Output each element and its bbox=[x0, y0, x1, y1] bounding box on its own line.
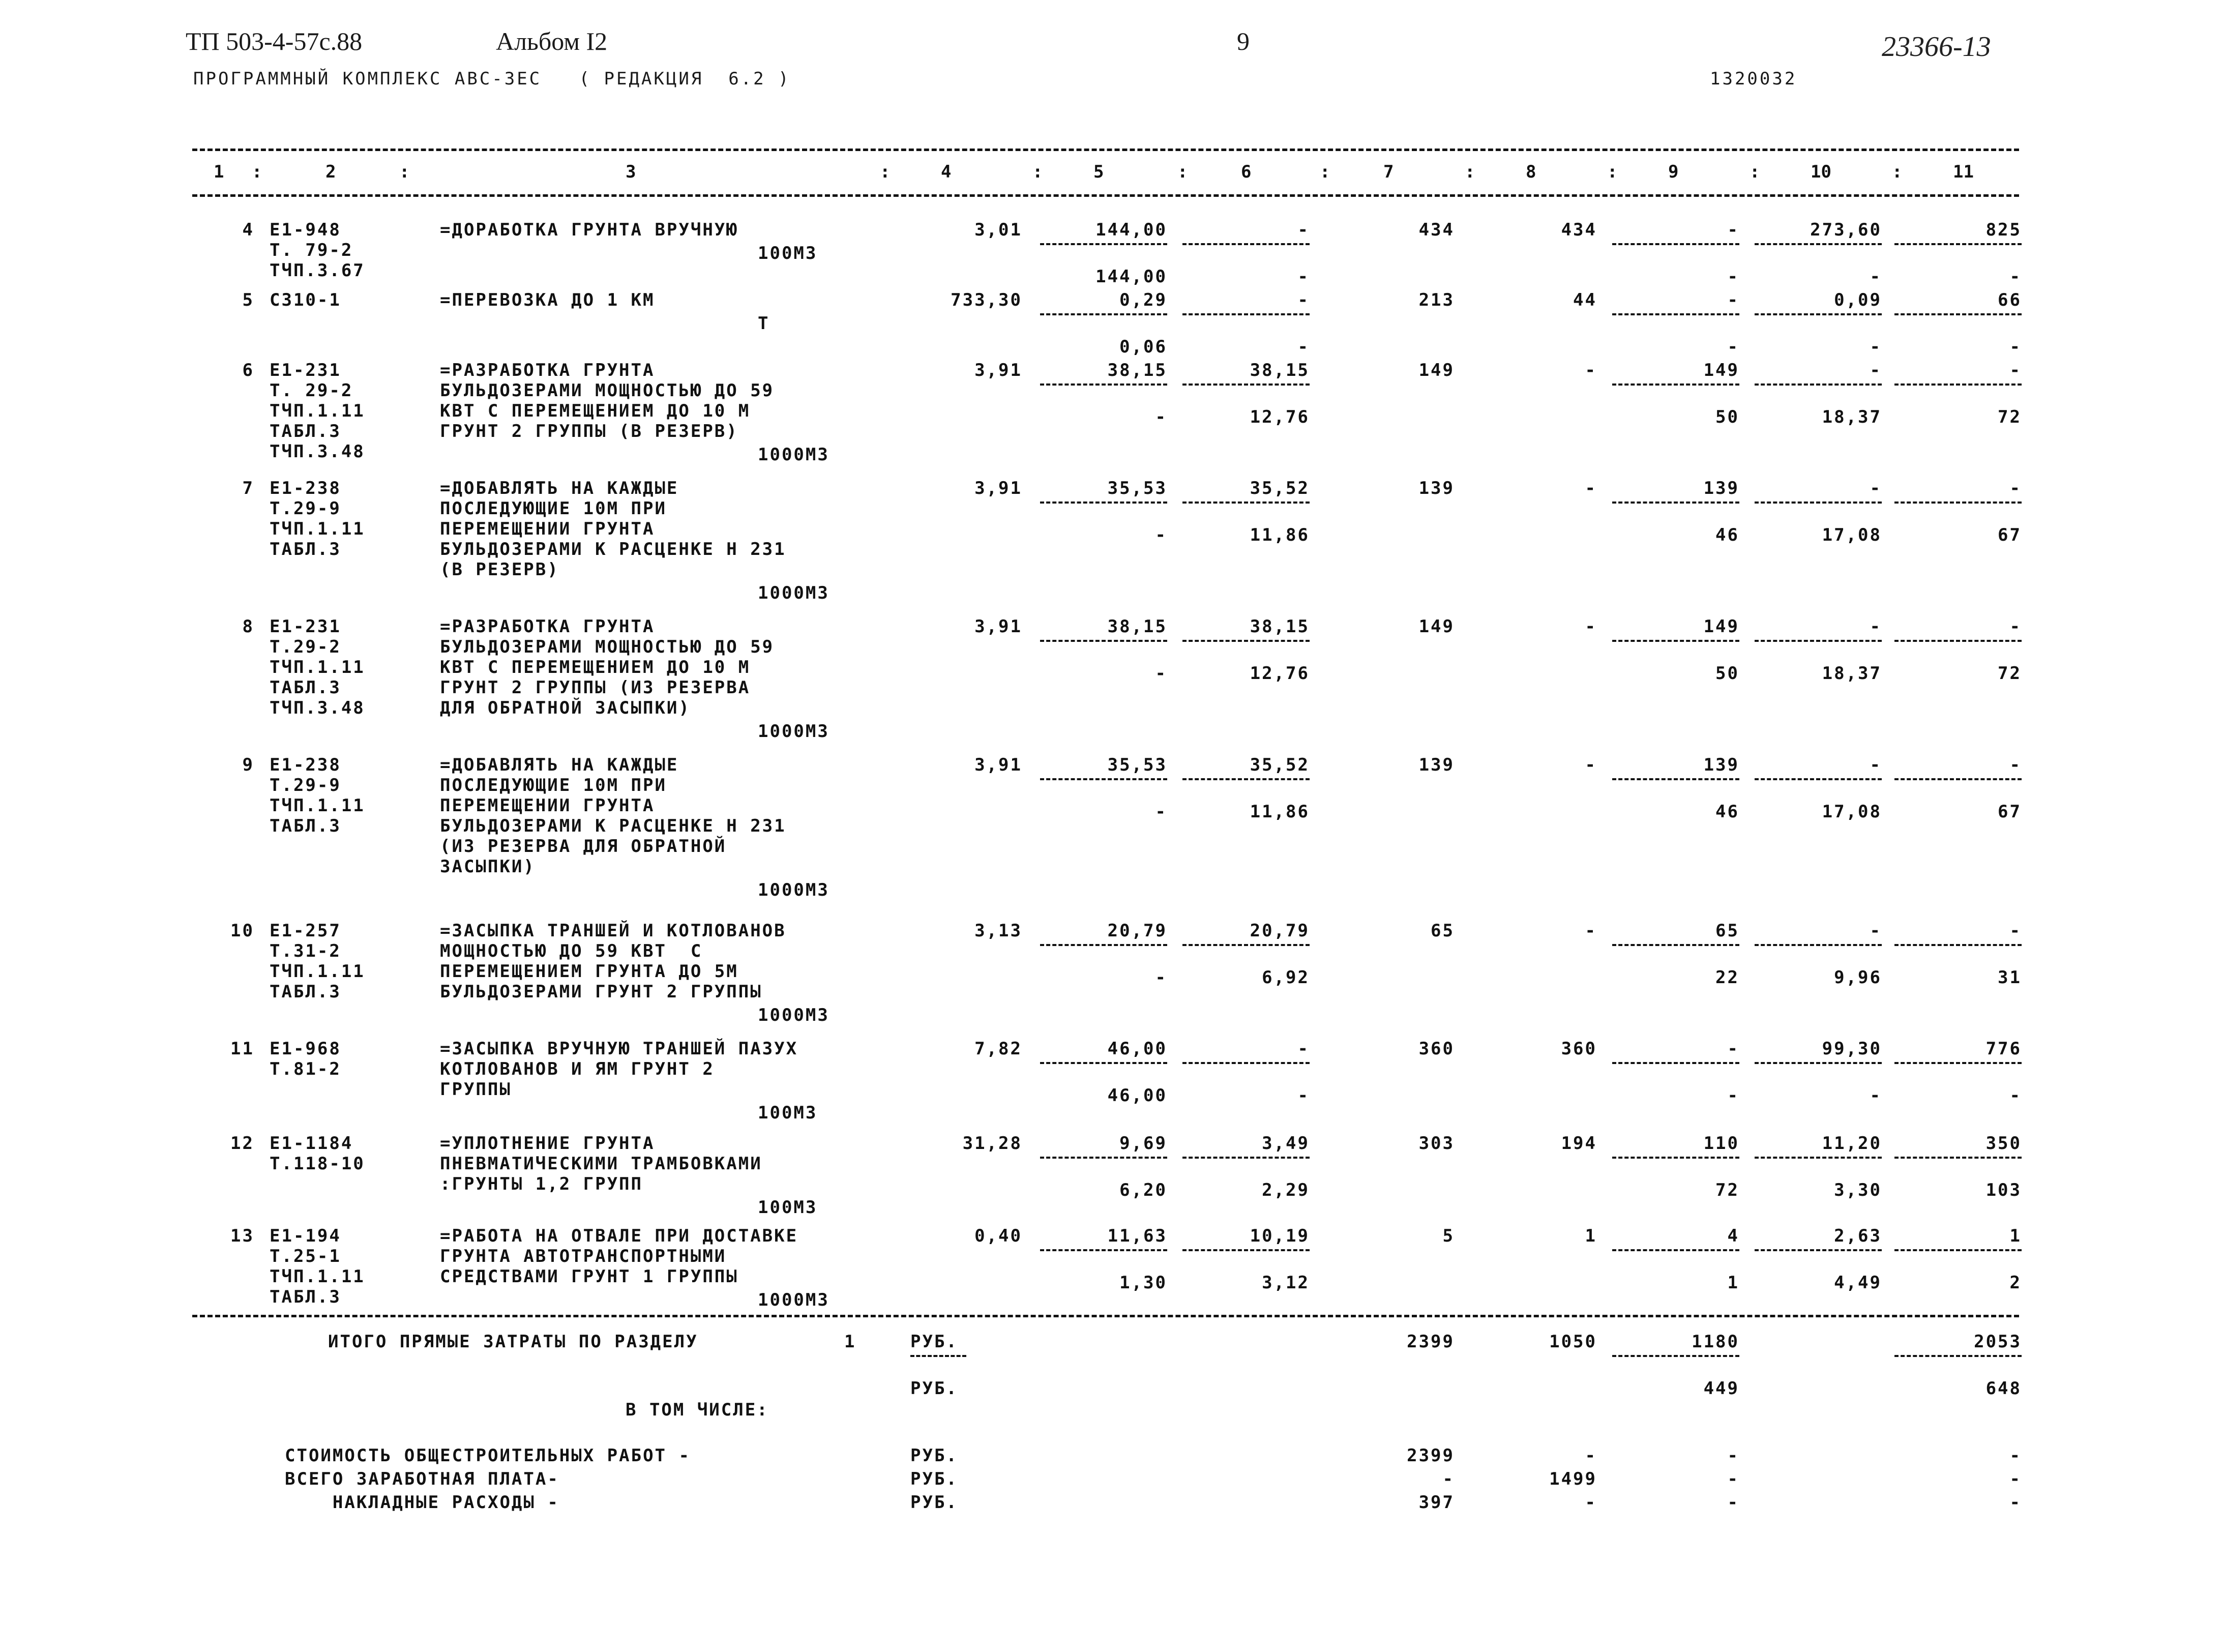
row-c10-bottom: 17,08 bbox=[1822, 525, 1882, 545]
column-header-11: 11 bbox=[1953, 162, 1974, 182]
row-c10-top: - bbox=[1870, 755, 1882, 775]
album-label: Альбом I2 bbox=[496, 27, 608, 55]
row-c10-divider bbox=[1755, 778, 1882, 780]
row-c5-divider bbox=[1040, 383, 1167, 386]
summary-c8: 1499 bbox=[1549, 1469, 1597, 1489]
row-c11-top: 66 bbox=[1998, 290, 2022, 310]
column-header-7: 7 bbox=[1383, 162, 1394, 182]
row-quantity: 3,13 bbox=[974, 921, 1022, 941]
row-c7: 139 bbox=[1418, 478, 1455, 498]
row-c6-bottom: 12,76 bbox=[1250, 407, 1310, 427]
totals-c11-top: 2053 bbox=[1974, 1332, 2022, 1352]
row-code: Е1-231 Т.29-2 ТЧП.1.11 ТАБЛ.3 ТЧП.3.48 bbox=[270, 616, 365, 718]
row-c6-top: 3,49 bbox=[1262, 1133, 1310, 1154]
row-c9-top: 149 bbox=[1703, 616, 1739, 637]
row-c9-top: 65 bbox=[1715, 921, 1739, 941]
column-header-9: 9 bbox=[1668, 162, 1679, 182]
row-number: 11 bbox=[230, 1039, 254, 1059]
row-c9-bottom: - bbox=[1727, 337, 1739, 357]
handwritten-code: 23366-13 bbox=[1882, 31, 1991, 63]
row-c8: 1 bbox=[1585, 1226, 1597, 1246]
row-unit: 1000М3 bbox=[758, 721, 829, 742]
row-description: =РАБОТА НА ОТВАЛЕ ПРИ ДОСТАВКЕ ГРУНТА АВТОТРАНСПОРТНЫМИ СРЕДСТВАМИ ГРУНТ 1 ГРУППЫ bbox=[440, 1226, 798, 1287]
row-c5-top: 38,15 bbox=[1107, 360, 1167, 380]
row-c9-bottom: 46 bbox=[1715, 802, 1739, 822]
row-c5-divider bbox=[1040, 1249, 1167, 1251]
row-c7: 139 bbox=[1418, 755, 1455, 775]
row-c5-top: 11,63 bbox=[1107, 1226, 1167, 1246]
row-c5-bottom: 0,06 bbox=[1119, 337, 1167, 357]
row-c5-bottom: - bbox=[1155, 663, 1167, 684]
totals-c7: 2399 bbox=[1407, 1332, 1455, 1352]
row-c7: 213 bbox=[1418, 290, 1455, 310]
row-c6-divider bbox=[1182, 313, 1310, 315]
page-number: 9 bbox=[1237, 27, 1250, 55]
row-c11-bottom: 2 bbox=[2009, 1273, 2022, 1293]
row-c10-top: - bbox=[1870, 921, 1882, 941]
summary-c11: - bbox=[2009, 1469, 2022, 1489]
row-c6-bottom: - bbox=[1297, 1085, 1310, 1106]
row-code: Е1-257 Т.31-2 ТЧП.1.11 ТАБЛ.3 bbox=[270, 921, 365, 1002]
row-c8: 44 bbox=[1573, 290, 1597, 310]
row-c10-bottom: 9,96 bbox=[1834, 967, 1882, 988]
row-c10-top: - bbox=[1870, 616, 1882, 637]
row-c6-bottom: - bbox=[1297, 267, 1310, 287]
row-c10-bottom: - bbox=[1870, 337, 1882, 357]
row-description: =РАЗРАБОТКА ГРУНТА БУЛЬДОЗЕРАМИ МОЩНОСТЬЮ ДО 59 КВТ С ПЕРЕМЕЩЕНИЕМ ДО 10 М ГРУНТ 2 ГРУППЫ (ИЗ РЕЗЕРВА ДЛЯ ОБРАТНОЙ ЗАСЫПКИ) bbox=[440, 616, 775, 718]
row-c9-divider bbox=[1612, 243, 1739, 245]
row-description: =ДОБАВЛЯТЬ НА КАЖДЫЕ ПОСЛЕДУЮЩИЕ 10М ПРИ ПЕРЕМЕЩЕНИИ ГРУНТА БУЛЬДОЗЕРАМИ К РАСЦЕНКЕ Н 231 (ИЗ РЕЗЕРВА ДЛЯ ОБРАТНОЙ ЗАСЫПКИ) bbox=[440, 755, 786, 877]
row-c11-top: - bbox=[2009, 360, 2022, 380]
row-c9-bottom: 72 bbox=[1715, 1180, 1739, 1200]
row-c5-bottom: - bbox=[1155, 407, 1167, 427]
column-header-8: 8 bbox=[1526, 162, 1536, 182]
totals-label: ИТОГО ПРЯМЫЕ ЗАТРАТЫ ПО РАЗДЕЛУ bbox=[328, 1332, 698, 1352]
row-c5-divider bbox=[1040, 243, 1167, 245]
row-c6-bottom: 11,86 bbox=[1250, 525, 1310, 545]
summary-c9: - bbox=[1727, 1492, 1739, 1513]
row-c7: 149 bbox=[1418, 360, 1455, 380]
row-c11-top: - bbox=[2009, 478, 2022, 498]
row-c6-bottom: 12,76 bbox=[1250, 663, 1310, 684]
row-c11-bottom: 31 bbox=[1998, 967, 2022, 988]
row-c5-divider bbox=[1040, 640, 1167, 642]
column-separator: : bbox=[1750, 162, 1760, 182]
row-c6-divider bbox=[1182, 1157, 1310, 1159]
row-c5-bottom: - bbox=[1155, 525, 1167, 545]
column-header-6: 6 bbox=[1241, 162, 1252, 182]
row-c9-top: 139 bbox=[1703, 478, 1739, 498]
row-c8: 360 bbox=[1561, 1039, 1597, 1059]
summary-c7: 397 bbox=[1418, 1492, 1455, 1513]
summary-c7: - bbox=[1442, 1469, 1455, 1489]
row-description: =ДОБАВЛЯТЬ НА КАЖДЫЕ ПОСЛЕДУЮЩИЕ 10М ПРИ ПЕРЕМЕЩЕНИИ ГРУНТА БУЛЬДОЗЕРАМИ К РАСЦЕНКЕ Н 231 (В РЕЗЕРВ) bbox=[440, 478, 786, 580]
row-c5-divider bbox=[1040, 778, 1167, 780]
row-number: 9 bbox=[242, 755, 254, 775]
row-c10-bottom: 18,37 bbox=[1822, 407, 1882, 427]
row-c6-divider bbox=[1182, 640, 1310, 642]
row-c6-bottom: - bbox=[1297, 337, 1310, 357]
including-label: В ТОМ ЧИСЛЕ: bbox=[626, 1400, 769, 1420]
row-c6-top: 20,79 bbox=[1250, 921, 1310, 941]
row-c9-bottom: 50 bbox=[1715, 663, 1739, 684]
row-description: =ЗАСЫПКА ВРУЧНУЮ ТРАНШЕЙ ПАЗУХ КОТЛОВАНОВ И ЯМ ГРУНТ 2 ГРУППЫ bbox=[440, 1039, 798, 1100]
row-c5-bottom: 144,00 bbox=[1095, 267, 1167, 287]
row-c5-bottom: - bbox=[1155, 967, 1167, 988]
row-c10-divider bbox=[1755, 1062, 1882, 1064]
row-unit: 100М3 bbox=[758, 243, 818, 263]
summary-c11: - bbox=[2009, 1492, 2022, 1513]
totals-c11-bottom: 648 bbox=[1985, 1378, 2022, 1399]
row-code: Е1-1184 Т.118-10 bbox=[270, 1133, 365, 1174]
row-c5-divider bbox=[1040, 313, 1167, 315]
row-c5-bottom: 6,20 bbox=[1119, 1180, 1167, 1200]
row-c10-bottom: 17,08 bbox=[1822, 802, 1882, 822]
row-c8: 194 bbox=[1561, 1133, 1597, 1154]
totals-unit-divider bbox=[910, 1355, 966, 1357]
row-unit: Т bbox=[758, 313, 770, 334]
row-code: Е1-238 Т.29-9 ТЧП.1.11 ТАБЛ.3 bbox=[270, 755, 365, 836]
row-c10-top: 273,60 bbox=[1810, 220, 1882, 240]
row-quantity: 733,30 bbox=[951, 290, 1022, 310]
row-c5-bottom: 46,00 bbox=[1107, 1085, 1167, 1106]
row-c8: - bbox=[1585, 360, 1597, 380]
row-c11-divider bbox=[1894, 640, 2022, 642]
summary-c7: 2399 bbox=[1407, 1446, 1455, 1466]
row-c11-divider bbox=[1894, 1249, 2022, 1251]
row-c8: 434 bbox=[1561, 220, 1597, 240]
row-c11-bottom: - bbox=[2009, 337, 2022, 357]
row-unit: 100М3 bbox=[758, 1197, 818, 1218]
row-c9-divider bbox=[1612, 313, 1739, 315]
row-c5-divider bbox=[1040, 501, 1167, 504]
totals-section: 1 bbox=[844, 1332, 856, 1352]
summary-unit: РУБ. bbox=[910, 1492, 958, 1513]
row-c7: 434 bbox=[1418, 220, 1455, 240]
summary-c9: - bbox=[1727, 1446, 1739, 1466]
row-c9-divider bbox=[1612, 383, 1739, 386]
row-c6-top: 35,52 bbox=[1250, 755, 1310, 775]
row-c6-top: - bbox=[1297, 1039, 1310, 1059]
row-c9-bottom: - bbox=[1727, 267, 1739, 287]
summary-c9: - bbox=[1727, 1469, 1739, 1489]
totals-unit-2: РУБ. bbox=[910, 1378, 958, 1399]
table-top-rule bbox=[192, 149, 2019, 151]
row-c8: - bbox=[1585, 755, 1597, 775]
row-c10-top: 2,63 bbox=[1834, 1226, 1882, 1246]
row-c5-top: 9,69 bbox=[1119, 1133, 1167, 1154]
row-c11-top: - bbox=[2009, 616, 2022, 637]
totals-c11-divider bbox=[1894, 1355, 2022, 1357]
row-quantity: 0,40 bbox=[974, 1226, 1022, 1246]
row-number: 4 bbox=[242, 220, 254, 240]
row-c8: - bbox=[1585, 616, 1597, 637]
row-unit: 1000М3 bbox=[758, 445, 829, 465]
row-c7: 360 bbox=[1418, 1039, 1455, 1059]
row-c11-bottom: 72 bbox=[1998, 663, 2022, 684]
row-c6-divider bbox=[1182, 1249, 1310, 1251]
row-c6-divider bbox=[1182, 243, 1310, 245]
row-number: 5 bbox=[242, 290, 254, 310]
row-number: 6 bbox=[242, 360, 254, 380]
row-c11-top: - bbox=[2009, 921, 2022, 941]
column-separator: : bbox=[1465, 162, 1475, 182]
column-header-2: 2 bbox=[325, 162, 336, 182]
row-c11-divider bbox=[1894, 1157, 2022, 1159]
row-c5-top: 0,29 bbox=[1119, 290, 1167, 310]
row-c5-top: 144,00 bbox=[1095, 220, 1167, 240]
row-c5-divider bbox=[1040, 1157, 1167, 1159]
row-c9-top: 149 bbox=[1703, 360, 1739, 380]
column-separator: : bbox=[399, 162, 410, 182]
row-c10-bottom: - bbox=[1870, 1085, 1882, 1106]
table-header-rule bbox=[192, 194, 2019, 197]
row-c7: 303 bbox=[1418, 1133, 1455, 1154]
row-c11-bottom: 103 bbox=[1985, 1180, 2022, 1200]
column-separator: : bbox=[1607, 162, 1618, 182]
row-c5-divider bbox=[1040, 1062, 1167, 1064]
row-c11-divider bbox=[1894, 243, 2022, 245]
column-separator: : bbox=[1032, 162, 1043, 182]
row-c11-bottom: 67 bbox=[1998, 525, 2022, 545]
row-c10-divider bbox=[1755, 313, 1882, 315]
row-c6-bottom: 3,12 bbox=[1262, 1273, 1310, 1293]
totals-c9-divider bbox=[1612, 1355, 1739, 1357]
column-separator: : bbox=[252, 162, 262, 182]
row-unit: 1000М3 bbox=[758, 583, 829, 603]
row-c6-divider bbox=[1182, 501, 1310, 504]
summary-c8: - bbox=[1585, 1492, 1597, 1513]
summary-c8: - bbox=[1585, 1446, 1597, 1466]
row-c10-divider bbox=[1755, 243, 1882, 245]
summary-label: ВСЕГО ЗАРАБОТНАЯ ПЛАТА- bbox=[285, 1469, 559, 1489]
row-c7: 149 bbox=[1418, 616, 1455, 637]
row-c5-top: 35,53 bbox=[1107, 478, 1167, 498]
row-c5-bottom: - bbox=[1155, 802, 1167, 822]
row-c9-divider bbox=[1612, 1249, 1739, 1251]
row-c10-top: 0,09 bbox=[1834, 290, 1882, 310]
row-c10-divider bbox=[1755, 1249, 1882, 1251]
totals-unit: РУБ. bbox=[910, 1332, 958, 1352]
row-number: 13 bbox=[230, 1226, 254, 1246]
row-description: =УПЛОТНЕНИЕ ГРУНТА ПНЕВМАТИЧЕСКИМИ ТРАМБОВКАМИ :ГРУНТЫ 1,2 ГРУПП bbox=[440, 1133, 762, 1194]
row-c10-top: 99,30 bbox=[1822, 1039, 1882, 1059]
totals-c9-bottom: 449 bbox=[1703, 1378, 1739, 1399]
row-unit: 100М3 bbox=[758, 1103, 818, 1123]
row-c5-bottom: 1,30 bbox=[1119, 1273, 1167, 1293]
row-c9-top: 110 bbox=[1703, 1133, 1739, 1154]
row-quantity: 3,91 bbox=[974, 755, 1022, 775]
row-c9-divider bbox=[1612, 1157, 1739, 1159]
row-c6-divider bbox=[1182, 383, 1310, 386]
row-c6-top: - bbox=[1297, 290, 1310, 310]
row-c9-divider bbox=[1612, 501, 1739, 504]
row-c8: - bbox=[1585, 478, 1597, 498]
row-c9-divider bbox=[1612, 640, 1739, 642]
row-c6-divider bbox=[1182, 778, 1310, 780]
row-c10-divider bbox=[1755, 383, 1882, 386]
row-c9-bottom: 46 bbox=[1715, 525, 1739, 545]
column-header-4: 4 bbox=[941, 162, 952, 182]
column-header-1: 1 bbox=[214, 162, 224, 182]
row-c11-top: - bbox=[2009, 755, 2022, 775]
row-quantity: 3,91 bbox=[974, 616, 1022, 637]
row-c5-top: 46,00 bbox=[1107, 1039, 1167, 1059]
row-number: 8 bbox=[242, 616, 254, 637]
row-c9-top: 139 bbox=[1703, 755, 1739, 775]
row-c6-top: 38,15 bbox=[1250, 360, 1310, 380]
row-description: =ПЕРЕВОЗКА ДО 1 КМ bbox=[440, 290, 655, 310]
row-c10-bottom: - bbox=[1870, 267, 1882, 287]
row-code: Е1-231 Т. 29-2 ТЧП.1.11 ТАБЛ.3 ТЧП.3.48 bbox=[270, 360, 365, 462]
row-c10-divider bbox=[1755, 640, 1882, 642]
row-c9-divider bbox=[1612, 778, 1739, 780]
row-c11-bottom: 72 bbox=[1998, 407, 2022, 427]
row-c6-top: 38,15 bbox=[1250, 616, 1310, 637]
row-c10-top: - bbox=[1870, 360, 1882, 380]
totals-c8: 1050 bbox=[1549, 1332, 1597, 1352]
row-quantity: 3,91 bbox=[974, 478, 1022, 498]
row-c10-bottom: 3,30 bbox=[1834, 1180, 1882, 1200]
row-code: Е1-968 Т.81-2 bbox=[270, 1039, 341, 1079]
row-c10-bottom: 18,37 bbox=[1822, 663, 1882, 684]
row-unit: 1000М3 bbox=[758, 1290, 829, 1310]
row-c7: 65 bbox=[1431, 921, 1455, 941]
row-unit: 1000М3 bbox=[758, 880, 829, 900]
row-c9-bottom: 1 bbox=[1727, 1273, 1739, 1293]
row-c11-top: 1 bbox=[2009, 1226, 2022, 1246]
program-code: 1320032 bbox=[1710, 69, 1797, 89]
row-number: 10 bbox=[230, 921, 254, 941]
row-unit: 1000М3 bbox=[758, 1005, 829, 1025]
row-c6-top: - bbox=[1297, 220, 1310, 240]
totals-c9-top: 1180 bbox=[1692, 1332, 1739, 1352]
summary-unit: РУБ. bbox=[910, 1469, 958, 1489]
program-line: ПРОГРАММНЫЙ КОМПЛЕКС АВС-ЗЕС ( РЕДАКЦИЯ 6.2 ) bbox=[193, 69, 791, 89]
row-code: С310-1 bbox=[270, 290, 341, 310]
table-bottom-rule bbox=[192, 1315, 2019, 1317]
row-c6-divider bbox=[1182, 944, 1310, 946]
column-header-10: 10 bbox=[1811, 162, 1831, 182]
row-number: 7 bbox=[242, 478, 254, 498]
summary-unit: РУБ. bbox=[910, 1446, 958, 1466]
row-c9-divider bbox=[1612, 1062, 1739, 1064]
row-c6-bottom: 2,29 bbox=[1262, 1180, 1310, 1200]
summary-label: СТОИМОСТЬ ОБЩЕСТРОИТЕЛЬНЫХ РАБОТ - bbox=[285, 1446, 691, 1466]
row-c11-divider bbox=[1894, 944, 2022, 946]
row-quantity: 7,82 bbox=[974, 1039, 1022, 1059]
summary-c11: - bbox=[2009, 1446, 2022, 1466]
row-quantity: 31,28 bbox=[962, 1133, 1022, 1154]
row-c11-top: 825 bbox=[1985, 220, 2022, 240]
row-c10-bottom: 4,49 bbox=[1834, 1273, 1882, 1293]
column-separator: : bbox=[1892, 162, 1903, 182]
row-c10-divider bbox=[1755, 501, 1882, 504]
row-c8: - bbox=[1585, 921, 1597, 941]
summary-label: НАКЛАДНЫЕ РАСХОДЫ - bbox=[285, 1492, 559, 1513]
row-c9-bottom: 22 bbox=[1715, 967, 1739, 988]
row-c11-divider bbox=[1894, 778, 2022, 780]
row-description: =ЗАСЫПКА ТРАНШЕЙ И КОТЛОВАНОВ МОЩНОСТЬЮ ДО 59 КВТ С ПЕРЕМЕЩЕНИЕМ ГРУНТА ДО 5М БУЛЬДОЗЕРАМИ ГРУНТ 2 ГРУППЫ bbox=[440, 921, 786, 1002]
row-c9-divider bbox=[1612, 944, 1739, 946]
row-c11-divider bbox=[1894, 1062, 2022, 1064]
document-title: ТП 503-4-57с.88 bbox=[186, 27, 363, 55]
column-separator: : bbox=[1177, 162, 1188, 182]
row-code: Е1-238 Т.29-9 ТЧП.1.11 ТАБЛ.3 bbox=[270, 478, 365, 559]
row-c6-bottom: 6,92 bbox=[1262, 967, 1310, 988]
row-code: Е1-194 Т.25-1 ТЧП.1.11 ТАБЛ.3 bbox=[270, 1226, 365, 1307]
row-c9-top: 4 bbox=[1727, 1226, 1739, 1246]
row-c9-bottom: - bbox=[1727, 1085, 1739, 1106]
row-c5-top: 20,79 bbox=[1107, 921, 1167, 941]
row-c6-bottom: 11,86 bbox=[1250, 802, 1310, 822]
row-c10-top: 11,20 bbox=[1822, 1133, 1882, 1154]
row-quantity: 3,91 bbox=[974, 360, 1022, 380]
row-c10-divider bbox=[1755, 1157, 1882, 1159]
row-c6-top: 10,19 bbox=[1250, 1226, 1310, 1246]
row-c11-divider bbox=[1894, 313, 2022, 315]
row-c9-top: - bbox=[1727, 290, 1739, 310]
column-header-3: 3 bbox=[626, 162, 636, 182]
row-c11-divider bbox=[1894, 383, 2022, 386]
row-c5-top: 35,53 bbox=[1107, 755, 1167, 775]
row-c11-bottom: 67 bbox=[1998, 802, 2022, 822]
row-c9-top: - bbox=[1727, 220, 1739, 240]
row-c9-top: - bbox=[1727, 1039, 1739, 1059]
row-c11-top: 776 bbox=[1985, 1039, 2022, 1059]
row-c11-top: 350 bbox=[1985, 1133, 2022, 1154]
row-c9-bottom: 50 bbox=[1715, 407, 1739, 427]
row-c6-divider bbox=[1182, 1062, 1310, 1064]
row-c11-bottom: - bbox=[2009, 1085, 2022, 1106]
row-code: Е1-948 Т. 79-2 ТЧП.3.67 bbox=[270, 220, 365, 281]
row-c10-top: - bbox=[1870, 478, 1882, 498]
row-c5-top: 38,15 bbox=[1107, 616, 1167, 637]
column-header-5: 5 bbox=[1093, 162, 1104, 182]
row-c6-top: 35,52 bbox=[1250, 478, 1310, 498]
row-c11-bottom: - bbox=[2009, 267, 2022, 287]
row-c5-divider bbox=[1040, 944, 1167, 946]
column-separator: : bbox=[880, 162, 891, 182]
row-c11-divider bbox=[1894, 501, 2022, 504]
row-number: 12 bbox=[230, 1133, 254, 1154]
row-quantity: 3,01 bbox=[974, 220, 1022, 240]
column-separator: : bbox=[1320, 162, 1330, 182]
row-c10-divider bbox=[1755, 944, 1882, 946]
row-description: =РАЗРАБОТКА ГРУНТА БУЛЬДОЗЕРАМИ МОЩНОСТЬЮ ДО 59 КВТ С ПЕРЕМЕЩЕНИЕМ ДО 10 М ГРУНТ 2 ГРУППЫ (В РЕЗЕРВ) bbox=[440, 360, 775, 441]
row-description: =ДОРАБОТКА ГРУНТА ВРУЧНУЮ bbox=[440, 220, 738, 240]
row-c7: 5 bbox=[1442, 1226, 1455, 1246]
